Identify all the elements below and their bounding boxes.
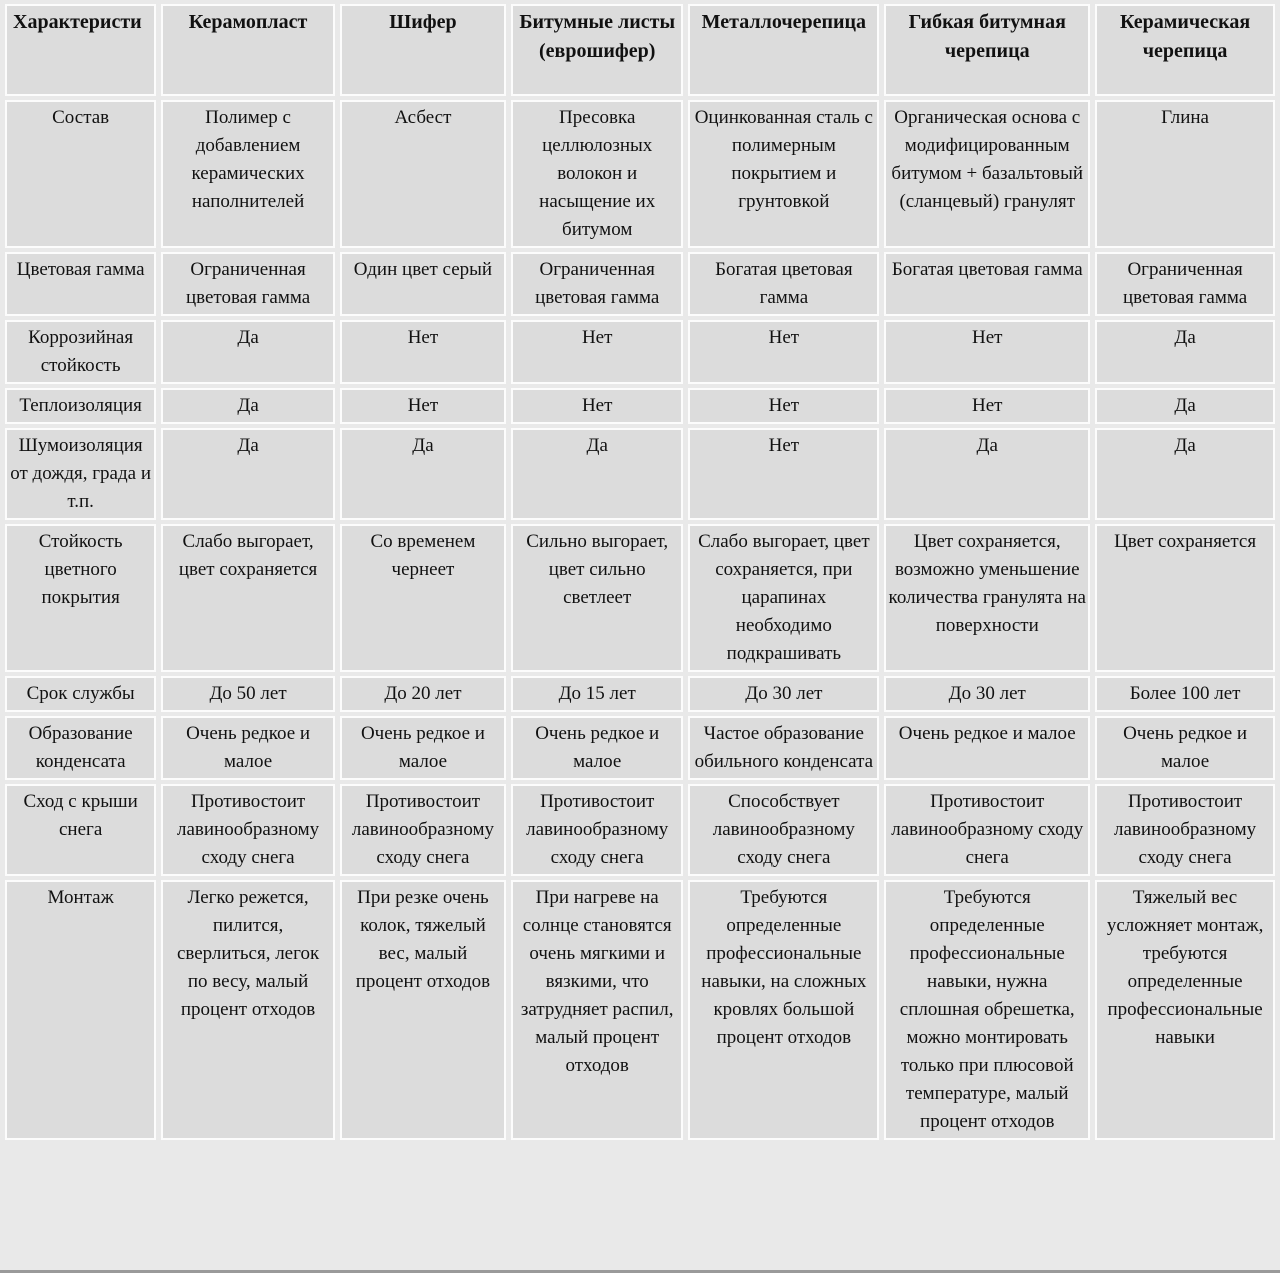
table-cell: Противостоит лавинообразному сходу снега (1095, 784, 1275, 876)
row-label: Шумоизоляция от дождя, града и т.п. (5, 428, 156, 520)
table-row (5, 428, 1275, 520)
table-cell: Очень редкое и малое (161, 716, 335, 780)
table-row (5, 784, 1275, 876)
table-cell: Да (511, 428, 683, 520)
table-cell: Нет (511, 320, 683, 384)
table-cell: Ограниченная цветовая гамма (511, 252, 683, 316)
table-cell: Да (884, 428, 1090, 520)
table-cell: Противостоит лавинообразному сходу снега (161, 784, 335, 876)
table-cell: Да (1095, 388, 1275, 424)
table-cell: Нет (340, 320, 506, 384)
table-cell: Да (161, 388, 335, 424)
table-cell: Нет (688, 388, 879, 424)
table-row (5, 880, 1275, 1140)
table-cell: Оцинкованная сталь с полимерным покрытием и грунтовкой (688, 100, 879, 248)
table-cell: До 30 лет (884, 676, 1090, 712)
table-cell: Цвет сохраняется, возможно уменьшение количества гранулята на поверхности (884, 524, 1090, 672)
table-cell: Нет (688, 428, 879, 520)
row-label: Теплоизоляция (5, 388, 156, 424)
table-cell: Противостоит лавинообразному сходу снега (340, 784, 506, 876)
row-label: Монтаж (5, 880, 156, 1140)
row-label: Цветовая гамма (5, 252, 156, 316)
table-cell: Требуются определенные профессиональные навыки, на сложных кровлях большой процент отходов (688, 880, 879, 1140)
table-cell: Пресовка целлюлозных волокон и насыщение их битумом (511, 100, 683, 248)
table-cell: Цвет сохраняется (1095, 524, 1275, 672)
column-header: Металлочерепица (688, 4, 879, 96)
table-cell: До 20 лет (340, 676, 506, 712)
table-cell: Нет (884, 320, 1090, 384)
table-cell: Да (340, 428, 506, 520)
table-row (5, 524, 1275, 672)
table-cell: При нагреве на солнце становятся очень мягкими и вязкими, что затрудняет распил, малый процент отходов (511, 880, 683, 1140)
table-cell: Очень редкое и малое (340, 716, 506, 780)
table-cell: Полимер с добавлением керамических наполнителей (161, 100, 335, 248)
table-cell: До 30 лет (688, 676, 879, 712)
table-cell: Слабо выгорает, цвет сохраняется (161, 524, 335, 672)
table-cell: До 15 лет (511, 676, 683, 712)
table-cell: Тяжелый вес усложняет монтаж, требуются определенные профессиональные навыки (1095, 880, 1275, 1140)
row-label: Состав (5, 100, 156, 248)
table-cell: Органическая основа с модифицированным битумом + базальтовый (сланцевый) гранулят (884, 100, 1090, 248)
table-cell: Очень редкое и малое (511, 716, 683, 780)
table-row (5, 388, 1275, 424)
table-header (5, 4, 1275, 96)
table-row (5, 716, 1275, 780)
table-row (5, 252, 1275, 316)
table-cell: Асбест (340, 100, 506, 248)
table-cell: При резке очень колок, тяжелый вес, малый процент отходов (340, 880, 506, 1140)
table-cell: Ограниченная цветовая гамма (161, 252, 335, 316)
table-cell: Со временем чернеет (340, 524, 506, 672)
table-cell: Глина (1095, 100, 1275, 248)
table-cell: Слабо выгорает, цвет сохраняется, при царапинах необходимо подкрашивать (688, 524, 879, 672)
header-row (5, 4, 1275, 96)
table-body (5, 100, 1275, 1140)
table-cell: Более 100 лет (1095, 676, 1275, 712)
column-header: Характеристи (5, 4, 156, 96)
table-cell: Легко режется, пилится, сверлиться, легок по весу, малый процент отходов (161, 880, 335, 1140)
table-cell: Богатая цветовая гамма (688, 252, 879, 316)
row-label: Стойкость цветного покрытия (5, 524, 156, 672)
table-cell: Да (1095, 428, 1275, 520)
table-cell: Да (161, 320, 335, 384)
table-cell: Способствует лавинообразному сходу снега (688, 784, 879, 876)
table-cell: Сильно выгорает, цвет сильно светлеет (511, 524, 683, 672)
table-cell: Противостоит лавинообразному сходу снега (884, 784, 1090, 876)
table-cell: Нет (884, 388, 1090, 424)
row-label: Коррозийная стойкость (5, 320, 156, 384)
table-cell: Нет (340, 388, 506, 424)
table-cell: Нет (511, 388, 683, 424)
row-label: Срок службы (5, 676, 156, 712)
table-cell: Противостоит лавинообразному сходу снега (511, 784, 683, 876)
table-cell: Частое образование обильного конденсата (688, 716, 879, 780)
row-label: Сход с крыши снега (5, 784, 156, 876)
column-header: Битумные листы (еврошифер) (511, 4, 683, 96)
table-cell: Да (161, 428, 335, 520)
table-cell: Один цвет серый (340, 252, 506, 316)
column-header: Шифер (340, 4, 506, 96)
table-cell: Нет (688, 320, 879, 384)
table-row (5, 676, 1275, 712)
table-cell: Требуются определенные профессиональные навыки, нужна сплошная обрешетка, можно монтировать только при плюсовой температуре, малый процент отходов (884, 880, 1090, 1140)
table-cell: Очень редкое и малое (1095, 716, 1275, 780)
column-header: Керамопласт (161, 4, 335, 96)
table-cell: Да (1095, 320, 1275, 384)
column-header: Керамическая черепица (1095, 4, 1275, 96)
table-cell: Очень редкое и малое (884, 716, 1090, 780)
column-header: Гибкая битумная черепица (884, 4, 1090, 96)
table-cell: Богатая цветовая гамма (884, 252, 1090, 316)
table-cell: Ограниченная цветовая гамма (1095, 252, 1275, 316)
table-row (5, 100, 1275, 248)
table-row (5, 320, 1275, 384)
table-cell: До 50 лет (161, 676, 335, 712)
row-label: Образование конденсата (5, 716, 156, 780)
